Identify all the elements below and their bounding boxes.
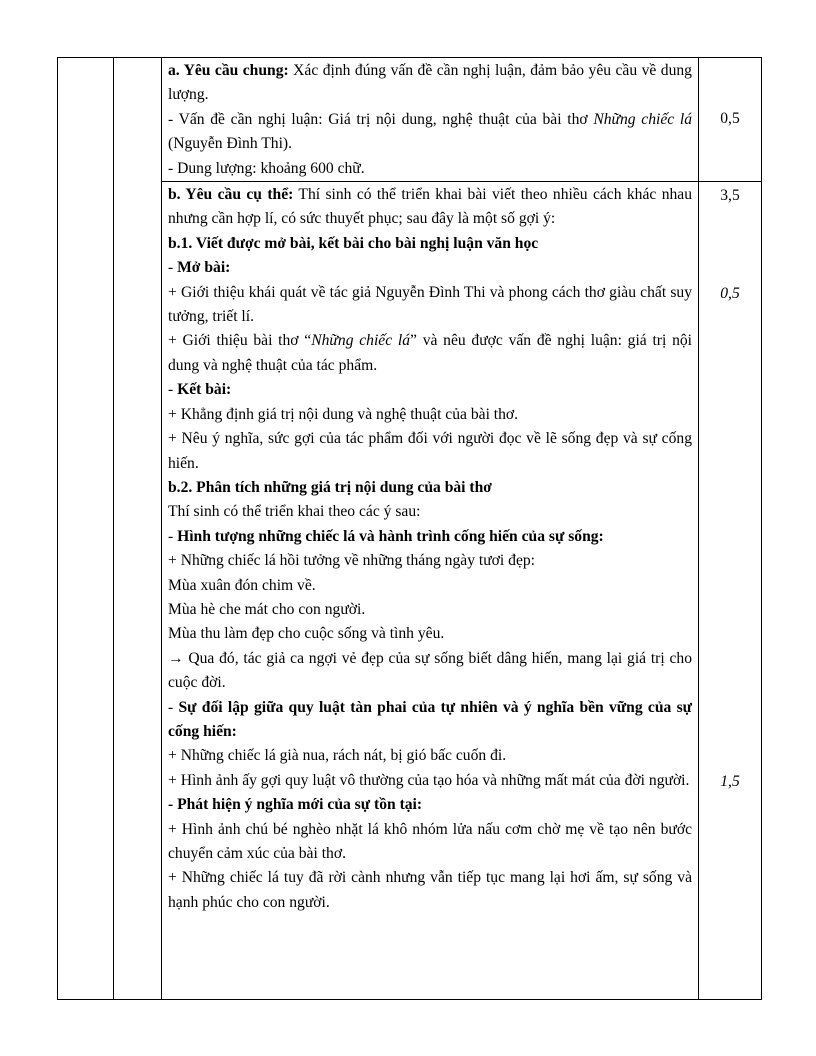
text-segment: Xác định đúng vấn đề cần nghị luận, đảm bảo yêu cầu về dung lượng. <box>168 62 692 104</box>
text-segment: ” và nêu được vấn đề nghị luận: giá trị nội dung và nghệ thuật của tác phẩm. <box>168 332 692 374</box>
text-segment: - Vấn đề cần nghị luận: Giá trị nội dung, nghệ thuật của bài thơ <box>168 110 594 128</box>
score-value: 0,5 <box>720 284 740 302</box>
content-line <box>168 818 692 867</box>
text-segment: + Giới thiệu khái quát về tác giả Nguyễn Đình Thi và phong cách thơ giàu chất suy tưởng, triết lí. <box>168 283 692 326</box>
text-segment: Sự đối lập giữa quy luật tàn phai của tự nhiên và ý nghĩa bền vững của sự cống hiến: <box>168 698 693 740</box>
text-segment: - <box>168 527 178 545</box>
text-segment: + Những chiếc lá tuy đã rời cành nhưng vẫn tiếp tục mang lại hơi ấm, sự sống và hạnh phúc cho con người. <box>168 869 692 911</box>
text-segment: → Qua đó, tác giả ca ngợi vẻ đẹp của sự sống biết dâng hiến, mang lại giá trị cho cuộc đời. <box>168 649 692 692</box>
content-line <box>168 696 692 745</box>
content-cell <box>162 58 699 182</box>
content-text <box>162 58 698 181</box>
content-line <box>168 232 692 256</box>
content-line <box>168 59 692 108</box>
text-segment: b.1. Viết được mở bài, kết bài cho bài nghị luận văn học <box>168 234 539 252</box>
text-segment: b.2. Phân tích những giá trị nội dung của bài thơ <box>168 478 492 496</box>
text-segment: Mùa xuân đón chim về. <box>168 576 316 594</box>
content-line <box>168 647 692 696</box>
content-line <box>168 549 692 573</box>
text-segment: - <box>168 381 178 399</box>
text-segment: Những chiếc lá <box>311 332 411 350</box>
text-segment: (Nguyễn Đình Thi). <box>168 135 293 153</box>
text-segment: + Giới thiệu bài thơ “ <box>168 332 312 350</box>
text-segment: + Hình ảnh ấy gợi quy luật vô thường của tạo hóa và những mất mát của đời người. <box>168 771 690 789</box>
content-line <box>168 598 692 622</box>
score-cell <box>699 58 762 182</box>
text-segment: - Dung lượng: khoảng 600 chữ. <box>168 159 365 177</box>
text-segment: Những chiếc lá <box>593 110 692 128</box>
content-line <box>168 574 692 598</box>
text-segment: + Khẳng định giá trị nội dung và nghệ thuật của bài thơ. <box>168 405 519 423</box>
content-line <box>168 403 692 427</box>
text-segment: a. Yêu cầu chung: <box>168 62 289 79</box>
score-value: 0,5 <box>720 110 740 128</box>
content-line <box>168 476 692 500</box>
content-line <box>168 793 692 817</box>
content-line <box>168 108 692 157</box>
score-cell <box>699 182 762 1000</box>
text-segment: Mở bài: <box>177 259 231 277</box>
text-segment: + Hình ảnh chú bé nghèo nhặt lá khô nhóm lửa nấu cơm chờ mẹ về tạo nên bước chuyển cảm xúc của bài thơ. <box>168 820 692 862</box>
content-line <box>168 281 692 330</box>
text-segment: Hình tượng những chiếc lá và hành trình cống hiến của sự sống: <box>177 527 604 545</box>
text-segment: Thí sinh có thể triển khai bài viết theo nhiều cách khác nhau nhưng cần hợp lí, có sức thuyết phục; sau đây là một số gợi ý: <box>168 186 693 228</box>
table-row <box>58 58 762 182</box>
content-line <box>168 256 692 280</box>
content-line <box>168 866 692 915</box>
content-text <box>162 182 698 915</box>
score-value: 3,5 <box>720 187 740 205</box>
content-line <box>168 183 692 232</box>
content-line <box>168 427 692 476</box>
content-line <box>168 500 692 524</box>
content-line <box>168 329 692 378</box>
text-segment: - <box>168 259 178 277</box>
text-segment: Kết bài: <box>177 381 232 399</box>
text-segment: Thí sinh có thể triển khai theo các ý sau: <box>168 503 421 521</box>
content-line <box>168 622 692 646</box>
text-segment: + Nêu ý nghĩa, sức gợi của tác phẩm đối với người đọc về lẽ sống đẹp và sự cống hiến. <box>168 430 692 472</box>
question-cell <box>58 58 114 1000</box>
content-line <box>168 744 692 768</box>
text-segment: Mùa hè che mát cho con người. <box>168 600 366 618</box>
text-segment: - Phát hiện ý nghĩa mới của sự tồn tại: <box>168 796 423 814</box>
text-segment: + Những chiếc lá hồi tưởng về những tháng ngày tươi đẹp: <box>168 552 536 570</box>
table-row <box>58 182 762 1000</box>
text-segment: + Những chiếc lá già nua, rách nát, bị gió bấc cuốn đi. <box>168 747 507 765</box>
part-cell <box>114 58 162 1000</box>
text-segment: Mùa thu làm đẹp cho cuộc sống và tình yêu. <box>168 625 445 643</box>
content-line <box>168 769 692 793</box>
content-line <box>168 157 692 181</box>
content-cell <box>162 182 699 1000</box>
text-segment: b. Yêu cầu cụ thể: <box>168 186 294 204</box>
text-segment: - <box>168 698 179 716</box>
content-line <box>168 378 692 402</box>
answer-table <box>57 57 762 1000</box>
content-line <box>168 525 692 549</box>
score-value: 1,5 <box>720 772 740 790</box>
